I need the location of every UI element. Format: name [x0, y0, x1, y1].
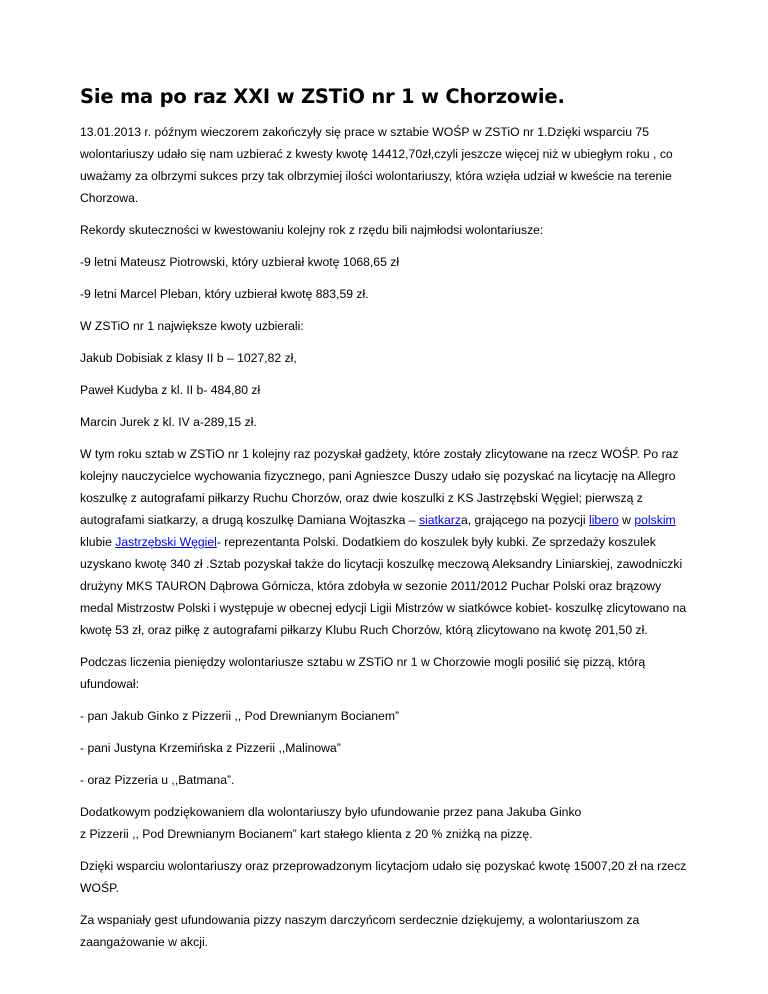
record-item: -9 letni Mateusz Piotrowski, który uzbierał kwotę 1068,65 zł	[80, 255, 400, 269]
thanks-card-line: Dodatkowym podziękowaniem dla wolontariuszy było ufundowanie przez pana Jakuba Ginko	[80, 805, 582, 819]
link-siatkarz[interactable]: siatkarz	[418, 513, 461, 527]
auction-text: w	[618, 513, 635, 527]
pizza-heading: Podczas liczenia pieniędzy wolontariusze sztabu w ZSTiO nr 1 w Chorzowie mogli posilić się pizzą, którą ufundował:	[80, 655, 646, 691]
pizza-item: - pani Justyna Krzemińska z Pizzerii ,,Malinowa”	[80, 741, 341, 755]
link-polskim[interactable]: polskim	[634, 513, 676, 527]
link-libero[interactable]: libero	[588, 513, 619, 527]
record-item: -9 letni Marcel Pleban, który uzbierał kwotę 883,59 zł.	[80, 287, 369, 301]
school-item: Marcin Jurek z kl. IV a-289,15 zł.	[80, 415, 257, 429]
intro-paragraph: 13.01.2013 r. późnym wieczorem zakończyły się prace w sztabie WOŚP w ZSTiO nr 1.Dzięki wsparciu 75 wolontariuszy udało się nam uzbierać z kwesty kwotę 14412,70zł,czyli jeszcze więcej niż w ubiegłym roku , co uważamy za olbrzymi sukces przy tak olbrzymiej ilości wolontariuszy, która wzięła udział w kweście na terenie Chorzowa.	[80, 125, 673, 205]
school-item: Paweł Kudyba z kl. II b- 484,80 zł	[80, 383, 261, 397]
school-item: Jakub Dobisiak z klasy II b – 1027,82 zł,	[80, 351, 297, 365]
closing-paragraph: Za wspaniały gest ufundowania pizzy naszym darczyńcom serdecznie dziękujemy, a wolontariuszom za zaangażowanie w akcji.	[80, 913, 640, 949]
auction-text: klubie	[80, 535, 116, 549]
pizza-item: - pan Jakub Ginko z Pizzerii ,, Pod Drewnianym Bocianem”	[80, 709, 400, 723]
records-heading: Rekordy skuteczności w kwestowaniu kolejny rok z rzędu bili najmłodsi wolontariusze:	[80, 223, 544, 237]
page-title: Sie ma po raz XXI w ZSTiO nr 1 w Chorzowie.	[80, 85, 565, 108]
auction-paragraph	[80, 443, 695, 641]
auction-text: - reprezentanta Polski. Dodatkiem do koszulek były kubki. Ze sprzedaży koszulek uzyskano kwotę 340 zł .Sztab pozyskał także do licytacji koszulkę meczową Aleksandry Liniarskiej, zawodniczki drużyny MKS TAURON Dąbrowa Górnicza, która zdobyła w sezonie 2011/2012 Puchar Polski oraz brązowy medal Mistrzostw Polski i występuje w obecnej edycji Ligii Mistrzów w siatkówce kobiet- koszulkę zlicytowano na kwotę 53 zł, oraz piłkę z autografami piłkarzy Klubu Ruch Chorzów, którą zlicytowano na kwotę 201,50 zł.	[80, 535, 687, 637]
pizza-item: - oraz Pizzeria u ,,Batmana”.	[80, 773, 235, 787]
summary-paragraph: Dzięki wsparciu wolontariuszy oraz przeprowadzonym licytacjom udało się pozyskać kwotę 15007,20 zł na rzecz WOŚP.	[80, 859, 687, 895]
auction-text: a, grającego na pozycji	[460, 513, 589, 527]
link-jastrzebski-wegiel[interactable]: Jastrzębski Węgiel	[115, 535, 217, 549]
auction-text: W tym roku sztab w ZSTiO nr 1 kolejny raz pozyskał gadżety, które zostały zlicytowane na rzecz WOŚP. Po raz kolejny nauczycielce wychowania fizycznego, pani Agnieszce Duszy udało się pozyskać na licytację na Allegro koszulkę z autografami piłkarzy Ruchu Chorzów, oraz dwie koszulki z KS Jastrzębski Węgiel; pierwszą z autografami siatkarzy, a drugą koszulkę Damiana Wojtaszka –	[80, 447, 679, 527]
thanks-card-line: z Pizzerii ,, Pod Drewnianym Bocianem” kart stałego klienta z 20 % zniżką na pizzę.	[80, 827, 533, 841]
school-heading: W ZSTiO nr 1 największe kwoty uzbierali:	[80, 319, 304, 333]
document-page	[80, 84, 695, 963]
thanks-card-paragraph	[80, 801, 695, 845]
